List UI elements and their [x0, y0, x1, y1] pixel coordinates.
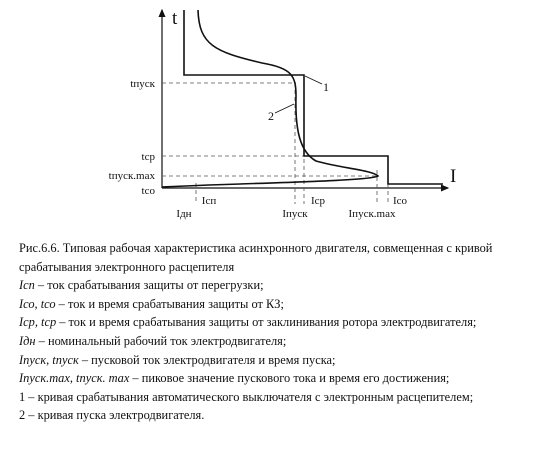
curve-2-label: 2	[268, 109, 274, 123]
tick-i-pusk: Iпуск	[282, 208, 308, 220]
legend-line	[19, 276, 544, 295]
legend-line	[19, 295, 544, 314]
tick-i-sr: Iср	[310, 195, 326, 207]
legend-text: 2 – кривая пуска электродвигателя.	[19, 408, 205, 423]
tick-t-pusk: tпуск	[130, 78, 155, 90]
legend-line	[19, 313, 544, 332]
curve-1-trip-characteristic	[184, 10, 443, 184]
curve-2-leader	[275, 104, 294, 113]
caption-title: Рис.6.6. Типовая рабочая характеристика асинхронного двигателя, совмещенная с кривой срабатывания электронного расцепителя	[19, 241, 493, 274]
tick-i-pusk-max: Iпуск.max	[348, 208, 396, 220]
legend-text: – номинальный рабочий ток электродвигателя;	[35, 333, 287, 348]
tick-i-so: Iсо	[392, 195, 408, 207]
tick-i-dn: Iдн	[176, 208, 192, 220]
tick-t-so: tсо	[141, 185, 155, 197]
curve-2-motor-start	[162, 10, 378, 187]
legend-symbol: Iдн	[19, 333, 36, 348]
legend-text: – ток и время срабатывания защиты от заклинивания ротора электродвигателя;	[56, 315, 477, 330]
guide-lines	[162, 75, 388, 204]
legend-line	[19, 332, 544, 351]
legend-text: – ток срабатывания защиты от перегрузки;	[34, 278, 264, 293]
tick-t-sr: tср	[141, 151, 155, 163]
legend-line	[19, 406, 544, 425]
tick-i-sp: Iсп	[201, 195, 217, 207]
legend-symbol: Iпуск, tпуск	[19, 352, 79, 367]
legend-line	[19, 369, 544, 388]
legend-symbol: Iсп	[19, 278, 35, 293]
curve-1-label: 1	[323, 80, 329, 94]
t-axis-label: t	[172, 8, 178, 29]
legend-text: – ток и время срабатывания защиты от КЗ;	[55, 296, 284, 311]
legend-symbol: Iпуск.max, tпуск. max	[19, 371, 130, 386]
tick-t-pusk-max: tпуск.max	[108, 170, 155, 182]
legend-line	[19, 351, 544, 370]
legend-text: – пиковое значение пускового тока и время его достижения;	[129, 371, 450, 386]
legend-symbol: Iсо, tсо	[19, 296, 56, 311]
legend-line	[19, 388, 544, 407]
figure-caption	[19, 239, 544, 425]
legend-text: 1 – кривая срабатывания автоматического выключателя с электронным расцепителем;	[19, 389, 474, 404]
legend-symbol: Iср, tср	[19, 315, 57, 330]
legend-text: – пусковой ток электродвигателя и время пуска;	[78, 352, 336, 367]
curve-1-leader	[305, 76, 322, 84]
i-axis-label: I	[450, 166, 457, 187]
